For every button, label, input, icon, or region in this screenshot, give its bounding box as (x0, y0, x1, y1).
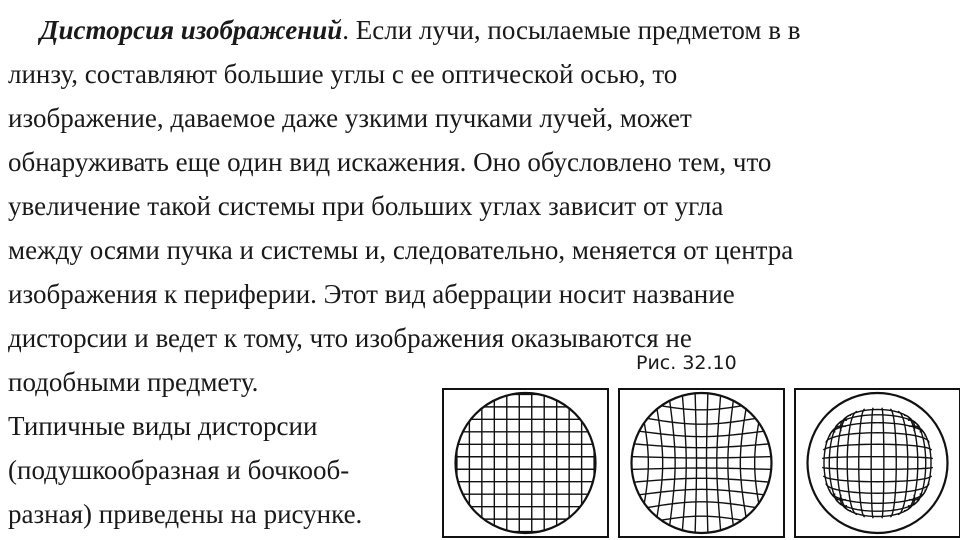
figure-text-line-2: (подушкообразная и бочкооб- (8, 455, 350, 485)
paragraph-line-4: обнаруживать еще один вид искажения. Оно обусловлено тем, что (8, 147, 772, 177)
panel-frame (795, 389, 960, 537)
paragraph-line-6: между осями пучка и системы и, следовательно, меняется от центра (8, 235, 794, 265)
pincushion-grid-in-circle-icon (618, 388, 785, 538)
figure-caption: Рис. 32.10 (636, 352, 737, 374)
paragraph-line-5: увеличение такой системы при больших углах зависит от угла (8, 191, 724, 221)
figure-text-line-3: разная) приведены на рисунке. (8, 499, 363, 529)
line-1-text: . Если лучи, посылаемые предметом в в (342, 15, 801, 45)
paragraph-line-3: изображение, даваемое даже узкими пучками лучей, может (8, 103, 692, 133)
paragraph-line-7: изображения к периферии. Этот вид аберрации носит название (8, 279, 735, 309)
barrel-grid-in-circle-icon (794, 388, 960, 538)
paragraph-line-8: дисторсии и ведет к тому, что изображения оказываются не (8, 323, 692, 353)
paragraph-line-1 (40, 8, 800, 52)
square-grid-in-circle-icon (442, 388, 609, 538)
term-heading: Дисторсия изображений (40, 15, 343, 45)
paragraph-line-9: подобными предмету. (8, 367, 259, 397)
figure-panel-barrel (794, 388, 960, 538)
panel-frame (619, 389, 784, 537)
figure-panel-pincushion (618, 388, 785, 538)
paragraph-line-2: линзу, составляют большие углы с ее оптической осью, то (8, 59, 678, 89)
panel-frame (443, 389, 608, 537)
figure-text-line-1: Типичные виды дисторсии (8, 411, 318, 441)
figure-panel-undistorted (442, 388, 609, 538)
